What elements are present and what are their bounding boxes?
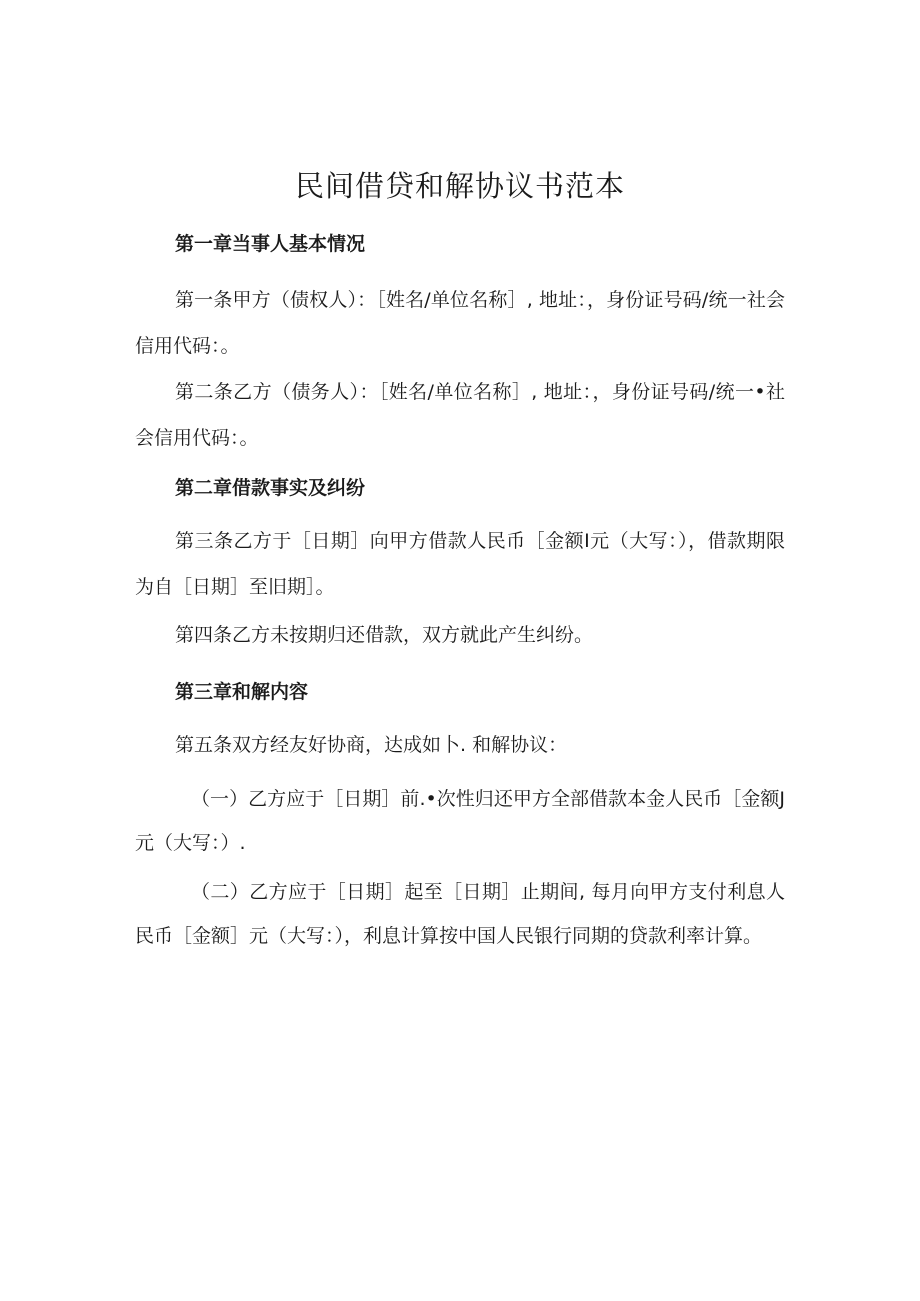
chapter-1-heading: 第一章当事人基本情况	[175, 233, 366, 255]
article-4: 第四条乙方未按期归还借款，双方就此产生纠纷。	[175, 624, 594, 646]
settlement-item-1: （一）乙方应于［日期］前.•次性归还甲方全部借款本金人民币［金额J元（大写：）.	[135, 788, 785, 854]
article-2: 第二条乙方（债务人）：［姓名/单位名称］, 地址：，身份证号码/统一•社会信用代码：。	[135, 381, 785, 449]
settlement-item-2: （二）乙方应于［日期］起至［日期］止期间, 每月向甲方支付利息人民币［金额］元（大写：），利息计算按中国人民银行同期的贷款利率计算。	[135, 881, 785, 947]
article-1: 第一条甲方（债权人）：［姓名/单位名称］, 地址：，身份证号码/统一社会信用代码：。	[135, 289, 785, 357]
chapter-2-heading: 第二章借款事实及纠纷	[175, 477, 366, 499]
article-5: 第五条双方经友好协商，达成如卜. 和解协议：	[175, 734, 568, 756]
document-title: 民间借贷和解协议书范本	[294, 169, 625, 203]
article-3: 第三条乙方于［日期］向甲方借款人民币［金额I元（大写：），借款期限为自［日期］至旧期］。	[135, 530, 785, 598]
chapter-3-heading: 第三章和解内容	[175, 681, 309, 703]
